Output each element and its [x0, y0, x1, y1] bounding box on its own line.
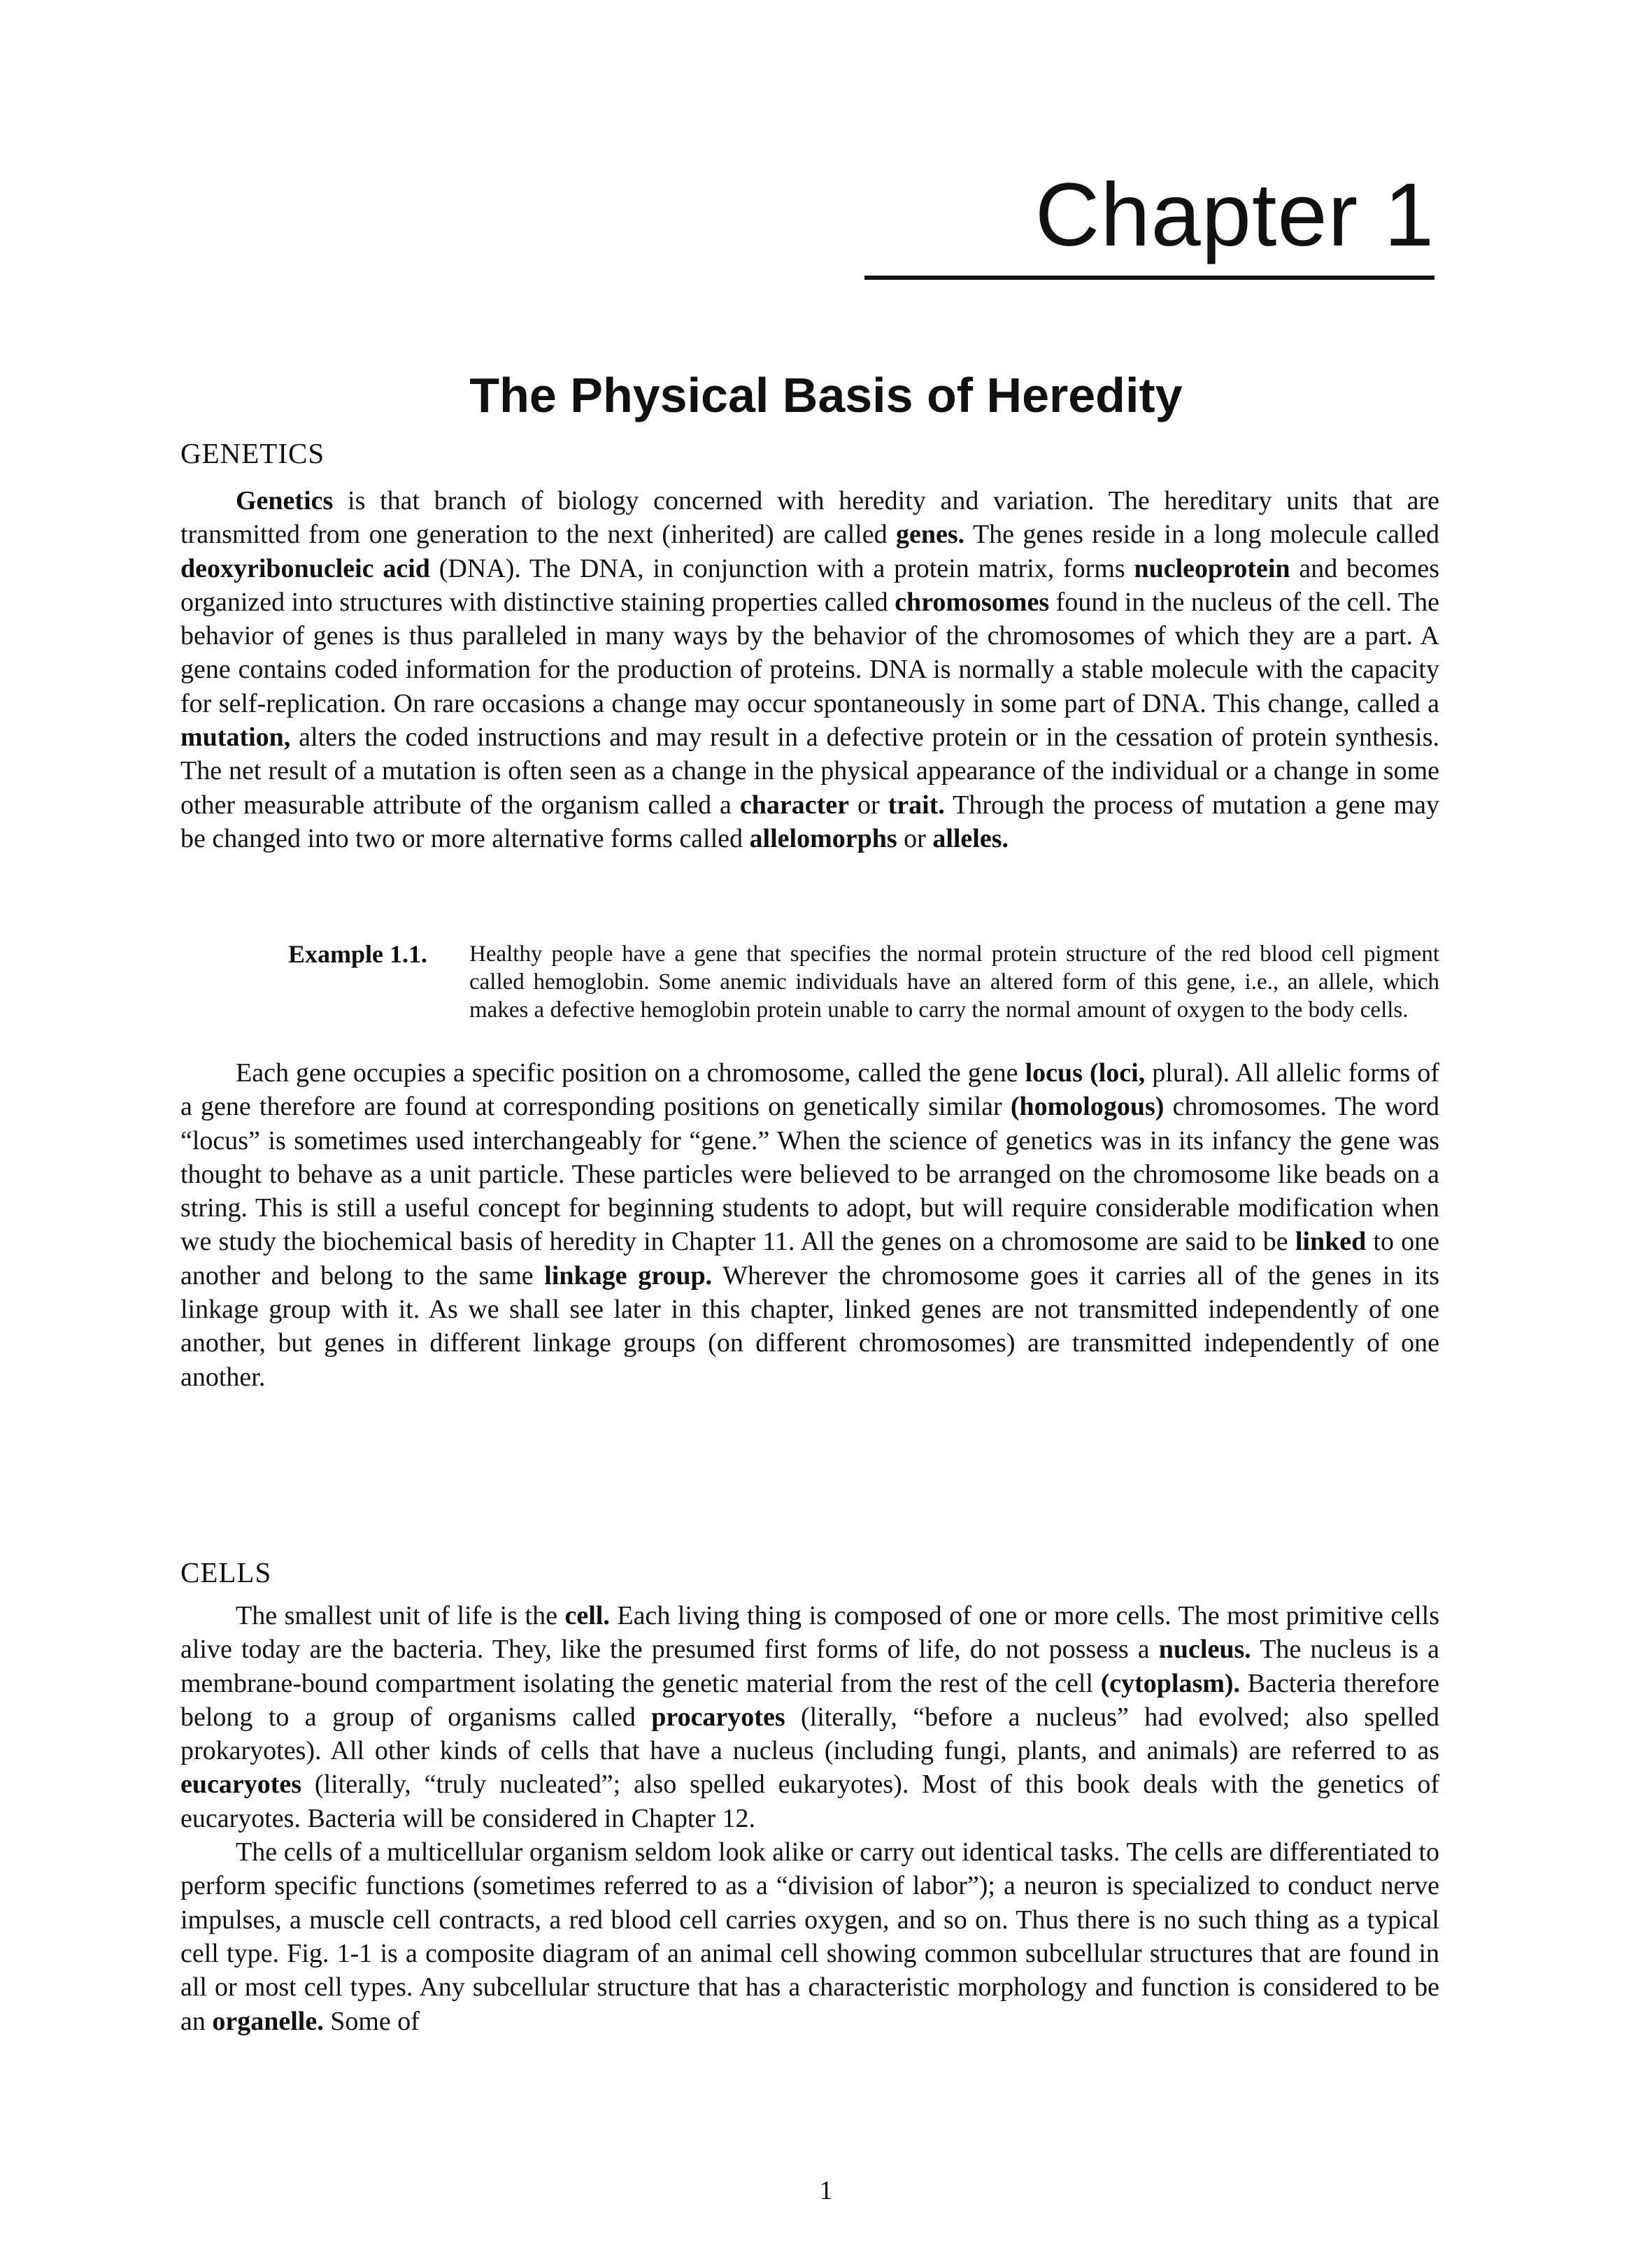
page-number: 1	[819, 2176, 833, 2205]
genetics-body-continued	[180, 1056, 1439, 1394]
bold-term: genes.	[895, 520, 965, 550]
section-heading-cells: CELLS	[180, 1556, 272, 1588]
chapter-label: Chapter 1	[1034, 165, 1434, 265]
paragraph: Genetics is that branch of biology concerned with heredity and variation. The hereditary units that are transmitted from one generation to the next (inherited) are called genes. The genes reside in a long molecule called deoxyribonucleic acid (DNA). The DNA, in conjunction with a protein matrix, forms nucleoprotein and becomes organized into structures with distinctive staining properties called chromosomes found in the nucleus of the cell. The behavior of genes is thus paralleled in many ways by the behavior of the chromosomes of which they are a part. A gene contains coded information for the production of proteins. DNA is normally a stable molecule with the capacity for self-replication. On rare occasions a change may occur spontaneously in some part of DNA. This change, called a mutation, alters the coded instructions and may result in a defective protein or in the cessation of protein synthesis. The net result of a mutation is often seen as a change in the physical appearance of the individual or a change in some other measurable attribute of the organism called a character or trait. Through the process of mutation a gene may be changed into two or more alternative forms called allelomorphs or alleles.	[180, 486, 1440, 853]
bold-term: trait.	[888, 790, 945, 820]
bold-term: locus (loci,	[1025, 1058, 1146, 1088]
bold-term: chromosomes	[895, 587, 1050, 617]
chapter-title: The Physical Basis of Heredity	[469, 368, 1183, 422]
genetics-body	[180, 484, 1439, 855]
bold-term: procaryotes	[651, 1702, 785, 1732]
bold-term: character	[739, 790, 850, 820]
section-heading-genetics: GENETICS	[180, 437, 325, 469]
bold-term: linkage group.	[544, 1260, 713, 1290]
paragraph: The cells of a multicellular organism seldom look alike or carry out identical tasks. The cells are differentiated to perform specific functions (sometimes referred to as a “division of labor”); a neuron is specialized to conduct nerve impulses, a muscle cell contracts, a red blood cell carries oxygen, and so on. Thus there is no such thing as a typical cell type. Fig. 1-1 is a composite diagram of an animal cell showing common subcellular structures that are found in all or most cell types. Any subcellular structure that has a characteristic morphology and function is considered to be an organelle. Some of	[180, 1837, 1439, 2036]
bold-term: mutation,	[180, 723, 291, 753]
bold-term: cell.	[564, 1601, 610, 1630]
bold-term: organelle.	[212, 2006, 324, 2036]
bold-term: (cytoplasm).	[1100, 1668, 1241, 1698]
bold-term: Genetics	[236, 486, 334, 515]
bold-term: alleles.	[932, 823, 1009, 853]
paragraph: Each gene occupies a specific position on a chromosome, called the gene locus (loci, plural). All allelic forms of a gene therefore are found at corresponding positions on genetically similar (homologous) chromosomes. The word “locus” is sometimes used interchangeably for “gene.” When the science of genetics was in its infancy the gene was thought to behave as a unit particle. These particles were believed to be arranged on the chromosome like beads on a string. This is still a useful concept for beginning students to adopt, but will require considerable modification when we study the biochemical basis of heredity in Chapter 11. All the genes on a chromosome are said to be linked to one another and belong to the same linkage group. Wherever the chromosome goes it carries all of the genes in its linkage group with it. As we shall see later in this chapter, linked genes are not transmitted independently of one another, but genes in different linkage groups (on different chromosomes) are transmitted independently of one another.	[180, 1058, 1440, 1392]
bold-term: nucleus.	[1158, 1635, 1251, 1665]
bold-term: (homologous)	[1010, 1092, 1165, 1122]
example-label: Example 1.1.	[288, 940, 428, 968]
bold-term: linked	[1295, 1227, 1367, 1257]
bold-term: eucaryotes	[180, 1770, 302, 1800]
bold-term: allelomorphs	[749, 823, 897, 853]
bold-term: deoxyribonucleic acid	[180, 553, 430, 583]
cells-body	[180, 1599, 1439, 2038]
example-text: Healthy people have a gene that specifies the normal protein structure of the red blood cell pigment called hemoglobin. Some anemic individuals have an altered form of this gene, i.e., an allele, which makes a defective hemoglobin protein unable to carry the normal amount of oxygen to the body cells.	[469, 941, 1439, 1023]
chapter-header	[864, 166, 1434, 280]
paragraph: The smallest unit of life is the cell. Each living thing is composed of one or more cells. The most primitive cells alive today are the bacteria. They, like the presumed first forms of life, do not possess a nucleus. The nucleus is a membrane-bound compartment isolating the genetic material from the rest of the cell (cytoplasm). Bacteria therefore belong to a group of organisms called procaryotes (literally, “before a nucleus” had evolved; also spelled prokaryotes). All other kinds of cells that have a nucleus (including fungi, plants, and animals) are referred to as eucaryotes (literally, “truly nucleated”; also spelled eukaryotes). Most of this book deals with the genetics of eucaryotes. Bacteria will be considered in Chapter 12.	[180, 1601, 1440, 1833]
example-block	[288, 940, 1439, 1024]
chapter-rule	[864, 276, 1434, 280]
bold-term: nucleoprotein	[1134, 553, 1290, 583]
